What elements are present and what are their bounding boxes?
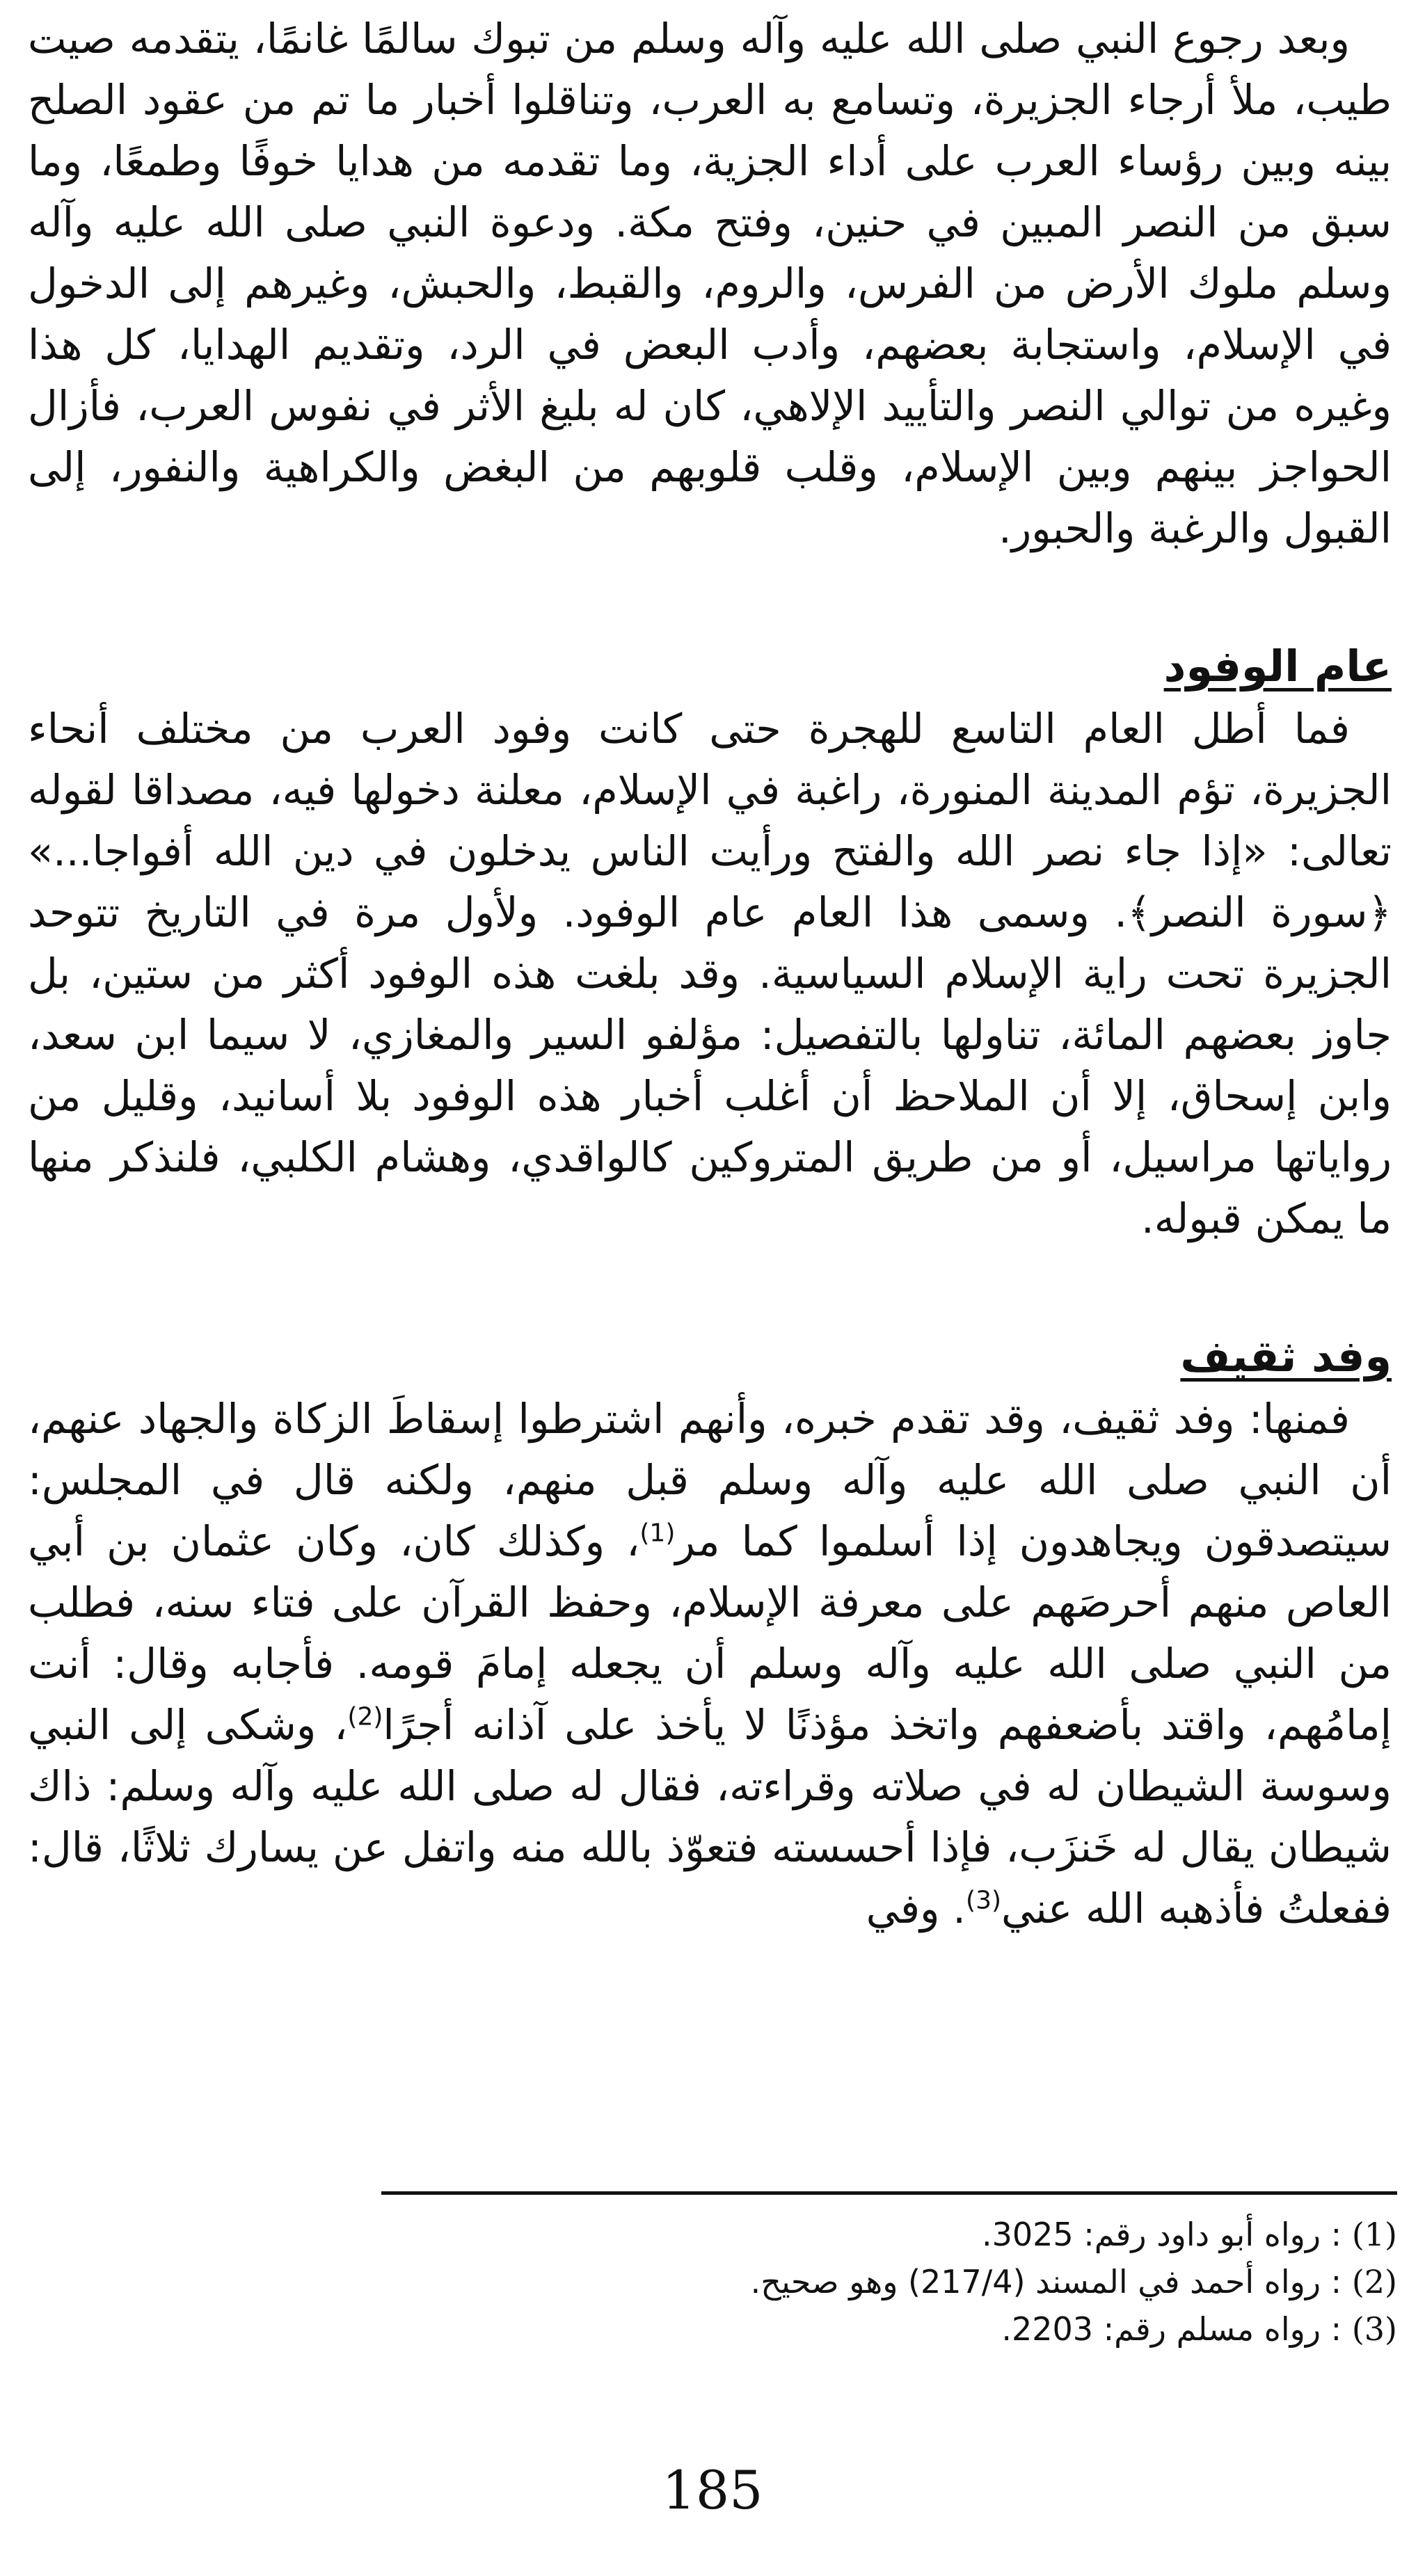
footnotes <box>33 2211 1397 2353</box>
section-spacer <box>28 559 1392 634</box>
footnote-3 <box>33 2305 1397 2353</box>
page-body <box>28 8 1392 1939</box>
thaqif-text-part-4: . وفي <box>866 1885 966 1933</box>
footnote-number: (3) <box>1351 2310 1397 2348</box>
thaqif-text-part-2: ، وكذلك كان، وكان عثمان بن أبي العاص منهم أحرصَهم على معرفة الإسلام، وحفظ القرآن على فتاء سنه، فطلب من النبي صلى الله عليه وآله وسلم أن يجعله إمامَ قومه. فأجابه وقال: أنت إمامُهم، واقتد بأضعفهم واتخذ مؤذنًا لا يأخذ على آذانه أجرًا <box>28 1517 1392 1749</box>
footnote-ref-1[interactable]: (1) <box>639 1519 676 1548</box>
footnote-number: (1) <box>1351 2216 1397 2253</box>
footnote-text: : رواه مسلم رقم: 2203. <box>1001 2310 1342 2348</box>
footnote-number: (2) <box>1351 2263 1397 2301</box>
footnote-text: : رواه أحمد في المسند (217/4) وهو صحيح. <box>750 2263 1342 2301</box>
section-heading-delegations: عام الوفود <box>1163 641 1392 691</box>
footnote-2 <box>33 2258 1397 2305</box>
page-number: 185 <box>662 2459 763 2521</box>
footnote-ref-3[interactable]: (3) <box>966 1886 1002 1915</box>
footnote-1 <box>33 2211 1397 2258</box>
thaqif-paragraph <box>28 1389 1392 1939</box>
intro-paragraph: وبعد رجوع النبي صلى الله عليه وآله وسلم من تبوك سالمًا غانمًا، يتقدمه صيت طيب، ملأ أرجاء الجزيرة، وتسامع به العرب، وتناقلوا أخبار ما تم من عقود الصلح بينه وبين رؤساء العرب على أداء الجزية، وما تقدمه من هدايا خوفًا وطمعًا، وما سبق من النصر المبين في حنين، وفتح مكة. ودعوة النبي صلى الله عليه وآله وسلم ملوك الأرض من الفرس، والروم، والقبط، والحبش، وغيرهم إلى الدخول في الإسلام، واستجابة بعضهم، وأدب البعض في الرد، وتقديم الهدايا، كل هذا وغيره من توالي النصر والتأييد الإلاهي، كان له بليغ الأثر في نفوس العرب، فأزال الحواجز بينهم وبين الإسلام، وقلب قلوبهم من البغض والكراهية والنفور، إلى القبول والرغبة والحبور. <box>28 15 1392 552</box>
footnote-divider <box>381 2191 1397 2195</box>
delegations-paragraph: فما أطل العام التاسع للهجرة حتى كانت وفود العرب من مختلف أنحاء الجزيرة، تؤم المدينة المنورة، راغبة في الإسلام، معلنة دخولها فيه، مصداقا لقوله تعالى: «إذا جاء نصر الله والفتح ورأيت الناس يدخلون في دين الله أفواجا...» ﴿سورة النصر﴾. وسمى هذا العام عام الوفود. ولأول مرة في التاريخ تتوحد الجزيرة تحت راية الإسلام السياسية. وقد بلغت هذه الوفود أكثر من ستين، بل جاوز بعضهم المائة، تناولها بالتفصيل: مؤلفو السير والمغازي، لا سيما ابن سعد، وابن إسحاق، إلا أن الملاحظ أن أغلب أخبار هذه الوفود بلا أسانيد، وقليل من رواياتها مراسيل، أو من طريق المتروكين كالواقدي، وهشام الكلبي، فلنذكر منها ما يمكن قبوله. <box>28 705 1392 1242</box>
thaqif-text-part-1: فمنها: وفد ثقيف، وقد تقدم خبره، وأنهم اشترطوا إسقاطَ الزكاة والجهاد عنهم، أن النبي صلى الله عليه وآله وسلم قبل منهم، ولكنه قال في المجلس: سيتصدقون ويجاهدون إذا أسلموا كما مر <box>28 1395 1392 1565</box>
section-heading-thaqif: وفد ثقيف <box>1180 1331 1392 1382</box>
section-spacer <box>28 1249 1392 1325</box>
footnote-ref-2[interactable]: (2) <box>347 1702 383 1731</box>
thaqif-text-part-3: ، وشكى إلى النبي وسوسة الشيطان له في صلاته وقراءته، فقال له صلى الله عليه وآله وسلم: ذاك شيطان يقال له خَنزَب، فإذا أحسسته فتعوّذ بالله منه واتفل عن يسارك ثلاثًا، قال: ففعلتُ فأذهبه الله عني <box>28 1701 1392 1933</box>
footnote-text: : رواه أبو داود رقم: 3025. <box>981 2216 1342 2253</box>
